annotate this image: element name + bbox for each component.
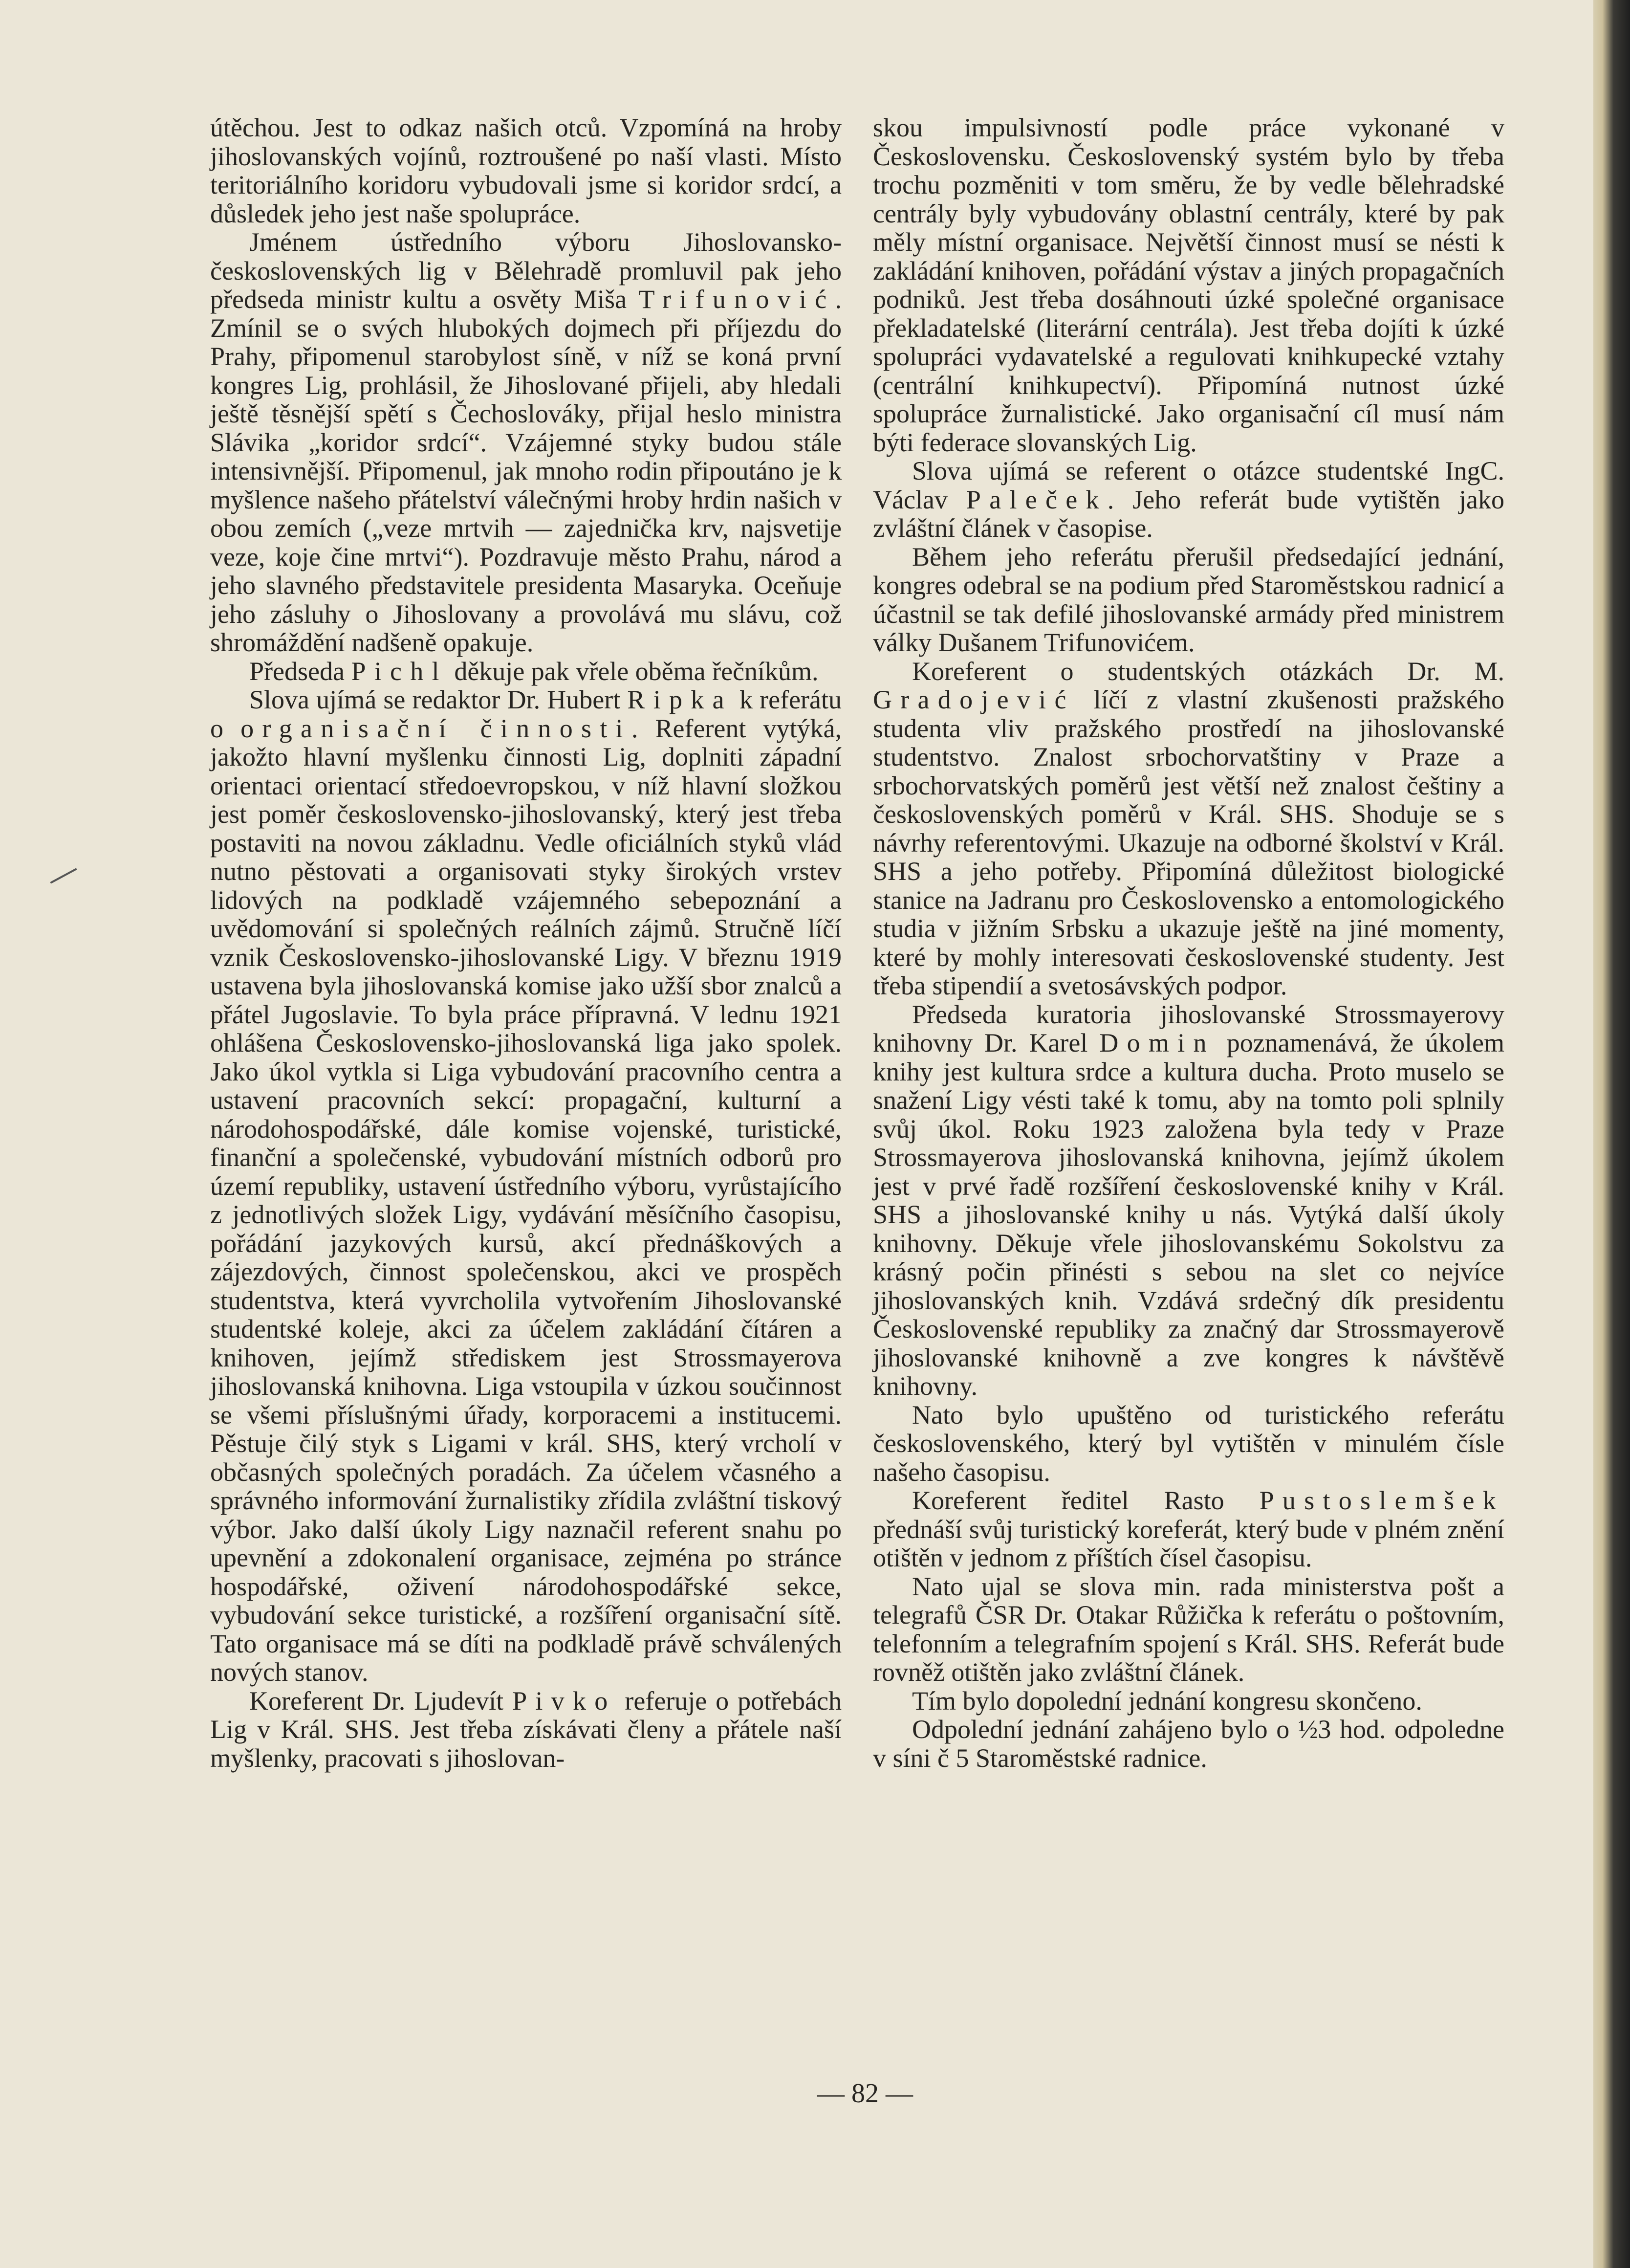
spaced-name: Pichl <box>351 656 448 686</box>
spaced-name: Gradojević <box>873 685 1075 714</box>
paragraph: Koreferent Dr. Ljudevít Pivko referuje o potřebách Lig v Král. SHS. Jest třeba získávati členy a přátele naší myšlenky, pracovati s jihoslovan- <box>210 1686 842 1773</box>
page-number: — 82 — <box>817 2078 913 2109</box>
paragraph: Koreferent o studentských otázkách Dr. M. Gradojević líčí z vlastní zkušenosti pražského studenta vliv pražského prostředí na jihoslovanské studentstvo. Znalost srbochorvatštiny v Praze a srbochorvatských poměrů jest větší než znalost češtiny a československých poměrů v Král. SHS. Shoduje se s návrhy referentovými. Ukazuje na odborné školství v Král. SHS a jeho potřeby. Připomíná důležitost biologické stanice na Jadranu pro Československo a entomologického studia v jižním Srbsku a ukazuje ještě na jiné momenty, které by mohly interesovati československé studenty. Jest třeba stipendií a svetosávských podpor. <box>873 656 1504 1000</box>
paragraph: Koreferent ředitel Rasto Pustoslemšek přednáší svůj turistický koreferát, který bude v plném znění otištěn v jednom z příštích čísel časopisu. <box>873 1486 1504 1572</box>
spaced-name: Trifunović <box>638 285 835 314</box>
spaced-name: Paleček <box>966 484 1108 514</box>
paragraph: Tím bylo dopolední jednání kongresu skončeno. <box>912 1686 1422 1716</box>
spaced-name: organisační činnosti <box>240 713 631 743</box>
paragraph: Během jeho referátu přerušil předsedající jednání, kongres odebral se na podium před Staroměstskou radnicí a účastnil se tak defilé jihoslovanské armády před ministrem války Dušanem Trifunovićem. <box>873 542 1504 657</box>
spaced-name: Domin <box>1099 1028 1215 1057</box>
paragraph: Jménem ústředního výboru Jihoslovansko-československých lig v Bělehradě promluvil pak jeho předseda ministr kultu a osvěty Miša Trifunović. Zmínil se o svých hlubokých dojmech při příjezdu do Prahy, připomenul starobylost síně, v níž se koná první kongres Lig, prohlásil, že Jihoslované přijeli, aby hledali ještě těsnější spětí s Čechoslováky, přijal heslo ministra Slávika „koridor srdcí“. Vzájemné styky budou stále intensivnější. Připomenul, jak mnoho rodin připoutáno je k myšlence našeho přátelství válečnými hroby hrdin našich v obou zemích („veze mrtvih — zajednička krv, najsvetije veze, koje čine mrtvi“). Pozdravuje město Prahu, národ a jeho slavného představitele presidenta Masaryka. Oceňuje jeho zásluhy o Jihoslovany a provolává mu slávu, což shromáždění nadšeně opakuje. <box>210 227 842 657</box>
paragraph: Předseda Pichl děkuje pak vřele oběma řečníkům. <box>249 656 819 686</box>
paragraph: Slova ujímá se redaktor Dr. Hubert Ripka k referátu o organisační činnosti. Referent vytýká, jakožto hlavní myšlenku činnosti Lig, doplniti západní orientaci orientací středoevropskou, v níž hlavní složkou jest poměr československo-jihoslovanský, který jest třeba postaviti na novou základnu. Vedle oficiálních styků vlád nutno pěstovati a organisovati styky širokých vrstev lidových na podkladě vzájemného sebepoznání a uvědomování si společných reálních zájmů. Stručně líčí vznik Československo-jihoslovanské Ligy. V březnu 1919 ustavena byla jihoslovanská komise jako užší sbor znalců a přátel Jugoslavie. To byla práce přípravná. V lednu 1921 ohlášena Československo-jihoslovanská liga jako spolek. Jako úkol vytkla si Liga vybudování pracovního centra a ustavení pracovních sekcí: propagační, kulturní a národohospodářské, dále komise vojenské, turistické, finanční a společenské, vybudování místních odborů pro území republiky, ustavení ústředního výboru, vyrůstajícího z jednotlivých složek Ligy, vydávání měsíčního časopisu, pořádání jazykových kursů, akcí přednáškových a zájezdových, činnost společenskou, akci ve prospěch studentstva, která vyvrcholila vytvořením Jihoslovanské studentské koleje, akci za účelem zakládání čítáren a knihoven, jejímž střediskem jest Strossmayerova jihoslovanská knihovna. Liga vstoupila v úzkou součinnost se všemi příslušnými úřady, korporacemi a institucemi. Pěstuje čilý styk s Ligami v král. SHS, který vrcholí v občasných společných poradách. Za účelem včasného a správného informování žurnalistiky zřídila zvláštní tiskový výbor. Jako další úkoly Ligy naznačil referent snahu po upevnění a zdokonalení organisace, zejména po stránce hospodářské, oživení národohospodářské sekce, vybudování sekce turistické, a rozšíření organisační sítě. Tato organisace má se díti na podkladě právě schválených nových stanov. <box>210 685 842 1687</box>
left-column <box>210 113 842 1772</box>
paragraph: útěchou. Jest to odkaz našich otců. Vzpomíná na hroby jihoslovanských vojínů, roztroušené po naší vlasti. Místo teritoriálního koridoru vybudovali jsme si koridor srdcí, a důsledek jeho jest naše spolupráce. <box>210 113 842 228</box>
paragraph: Nato ujal se slova min. rada ministerstva pošt a telegrafů ČSR Dr. Otakar Růžička k referátu o poštovním, telefonním a telegrafním spojení s Král. SHS. Referát bude rovněž otištěn jako zvláštní článek. <box>873 1571 1504 1687</box>
right-column <box>873 113 1504 1772</box>
pen-stroke-mark <box>49 865 78 885</box>
paragraph: skou impulsivností podle práce vykonané v Československu. Československý systém bylo by třeba trochu pozměniti v tom směru, že by vedle bělehradské centrály byly vybudovány oblastní centrály, které by pak měly místní organisace. Největší činnost musí se nésti k zakládání knihoven, pořádání výstav a jiných propagačních podniků. Jest třeba dosáhnouti úzké společné organisace překladatelské (literární centrála). Jest třeba dojíti k úzké spolupráci vydavatelské a regulovati knihkupecké vztahy (centrální knihkupectví). Připomíná nutnost úzké spolupráce žurnalistické. Jako organisační cíl musí nám býti federace slovanských Lig. <box>873 113 1504 457</box>
spaced-name: Pivko <box>512 1686 616 1716</box>
spaced-name: Pustoslemšek <box>1259 1486 1504 1515</box>
binding-edge <box>1593 0 1630 2268</box>
paragraph: Předseda kuratoria jihoslovanské Strossmayerovy knihovny Dr. Karel Domin poznamenává, že úkolem knihy jest kultura srdce a kultura ducha. Proto muselo se snažení Ligy vésti také k tomu, aby na tomto poli splnily svůj úkol. Roku 1923 založena byla tedy v Praze Strossmayerova jihoslovanská knihovna, jejímž úkolem jest v prvé řadě rozšíření československé knihy v Král. SHS a jihoslovanské knihy u nás. Vytýká další úkoly knihovny. Děkuje vřele jihoslovanskému Sokolstvu za krásný počin přinésti s sebou na slet co nejvíce jihoslovanských knih. Vzdává srdečný dík presidentu Československé republiky za značný dar Strossmayerově jihoslovanské knihovně a zve kongres k návštěvě knihovny. <box>873 999 1504 1401</box>
paragraph: Nato bylo upuštěno od turistického referátu československého, který byl vytištěn v minulém čísle našeho časopisu. <box>873 1400 1504 1487</box>
paragraph: Slova ujímá se referent o otázce studentské IngC. Václav Paleček. Jeho referát bude vytištěn jako zvláštní článek v časopise. <box>873 456 1505 543</box>
spaced-name: Ripka <box>627 685 733 714</box>
paragraph: Odpolední jednání zahájeno bylo o ½3 hod. odpoledne v síni č 5 Staroměstské radnice. <box>873 1715 1504 1773</box>
